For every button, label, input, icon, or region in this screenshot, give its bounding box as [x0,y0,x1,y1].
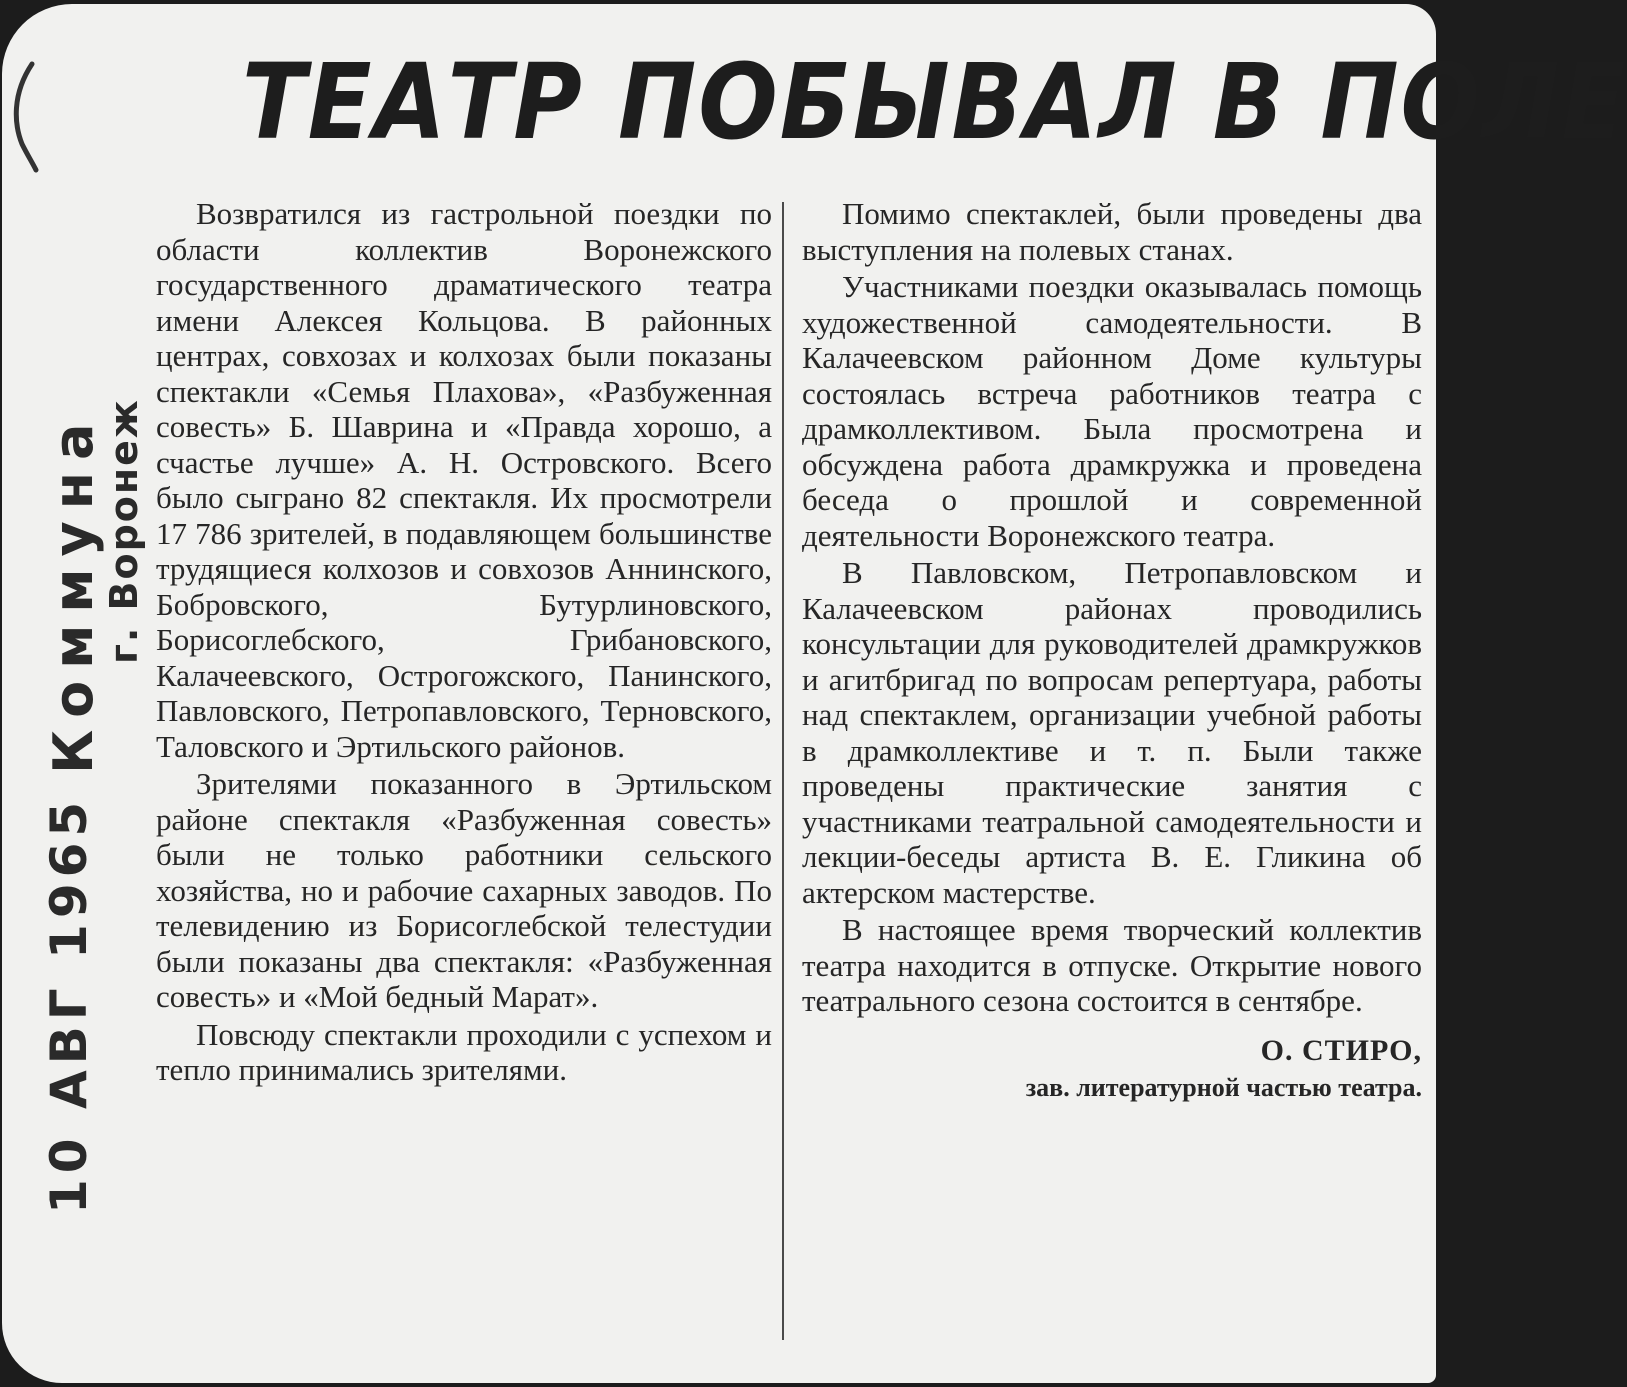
paragraph: Участниками поездки оказывалась помощь художественной самодеятельности. В Калачеевском районном Доме культуры состоялась встреча работников театра с драмколлективом. Была просмотрена и обсуждена работа драмкружка и проведена беседа о прошлой и современной деятельности Воронежского театра. [802,269,1422,553]
pencil-mark-icon [2,44,62,184]
column-divider [782,202,784,1340]
city-stamp: г. Воронеж [102,398,146,664]
left-column [156,196,772,1090]
article-headline: ТЕАТР ПОБЫВАЛ В ПОЛЕ [242,41,1627,163]
right-column [802,196,1422,1106]
author-name: О. СТИРО, [1260,1033,1422,1067]
paragraph: В настоящее время творческий коллектив театра находится в отпуске. Открытие нового театрального сезона состоится в сентябре. [802,912,1422,1018]
paragraph: Помимо спектаклей, были проведены два выступления на полевых станах. [802,196,1422,267]
paragraph: В Павловском, Петропавловском и Калачеевском районах проводились консультации для руководителей драмкружков и агитбригад по вопросам репертуара, работы над спектаклем, организации учебной работы в драмколлективе и т. п. Были также проведены практические занятия с участниками театральной самодеятельности и лекции-беседы артиста В. Е. Гликина об актерском мастерстве. [802,555,1422,910]
paragraph: Повсюду спектакли проходили с успехом и тепло принимались зрителями. [156,1016,772,1087]
paragraph: Возвратился из гастрольной поездки по области коллектив Воронежского государственного драматического театра имени Алексея Кольцова. В районных центрах, совхозах и колхозах были показаны спектакли «Семья Плахова», «Разбуженная совесть» Б. Шаврина и «Правда хорошо, а счастье лучше» А. Н. Островского. Всего было сыграно 82 спектакля. Их просмотрели 17 786 зрителей, в подавляющем большинстве трудящиеся колхозов и совхозов Аннинского, Бобровского, Бутурлиновского, Борисоглебского, Грибановского, Калачеевского, Острогожского, Панинского, Павловского, Петропавловского, Терновского, Таловского и Эртильского районов. [156,196,772,764]
author-role: зав. литературной частью театра. [1025,1073,1422,1102]
paragraph: Зрителями показанного в Эртильском районе спектакля «Разбуженная совесть» были не только работники сельского хозяйства, но и рабочие сахарных заводов. По телевидению из Борисоглебской телестудии были показаны два спектакля: «Разбуженная совесть» и «Мой бедный Марат». [156,766,772,1014]
newspaper-clipping [2,4,1627,1383]
date-stamp: 10 АВГ 1965 [40,795,98,1214]
newspaper-stamp: Коммуна [42,411,105,774]
